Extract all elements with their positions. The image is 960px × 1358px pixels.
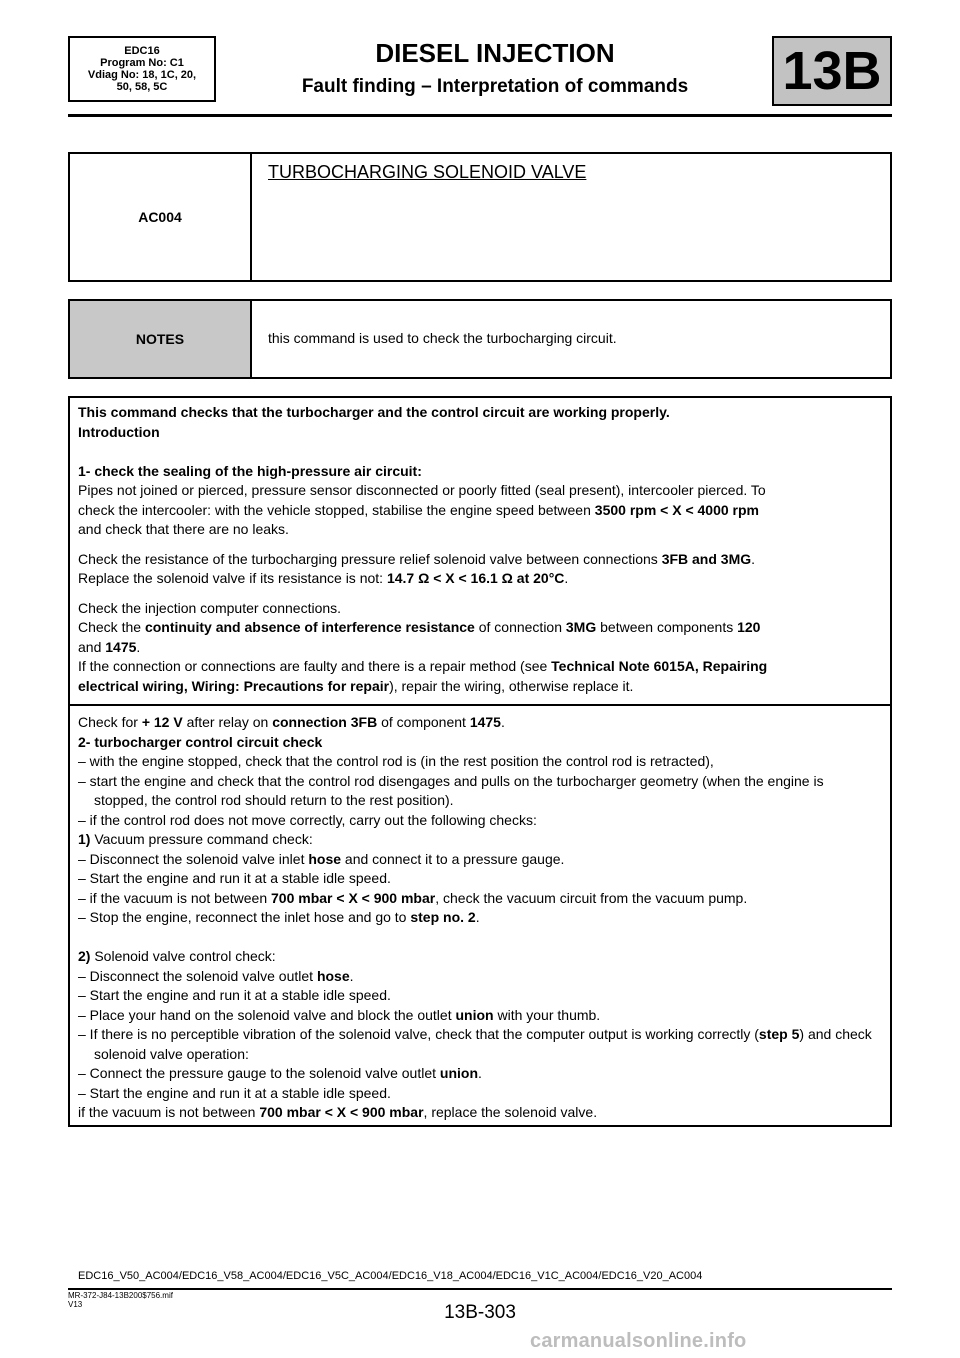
step1-heading: 1- check the sealing of the high-pressure air circuit: xyxy=(78,462,422,479)
command-box-divider xyxy=(250,154,252,280)
solenoid-check-heading: 2) Solenoid valve control check: xyxy=(78,948,276,964)
footer-meta xyxy=(68,1291,173,1309)
list-item: – Disconnect the solenoid valve inlet hose and connect it to a pressure gauge. xyxy=(78,850,565,867)
procedure-part-1 xyxy=(78,403,878,696)
vdiag-label-1: Vdiag No: 18, 1C, 20, xyxy=(87,69,197,81)
notes-label: NOTES xyxy=(70,301,250,377)
procedure-divider xyxy=(70,704,890,706)
watermark: carmanualsonline.info xyxy=(530,1330,747,1352)
final-instruction: if the vacuum is not between 700 mbar < X < 900 mbar, replace the solenoid valve. xyxy=(78,1104,598,1120)
list-item: – Start the engine and run it at a stable idle speed. xyxy=(78,870,391,886)
list-item: – if the control rod does not move correctly, carry out the following checks: xyxy=(78,811,537,828)
list-item: – Stop the engine, reconnect the inlet hose and go to step no. 2. xyxy=(78,909,480,925)
footer-divider xyxy=(68,1288,892,1290)
list-item: – Disconnect the solenoid valve outlet hose. xyxy=(78,967,354,984)
list-item: – If there is no perceptible vibration of the solenoid valve, check that the computer output is working correctly (step 5) and check solenoid valve operation: xyxy=(78,1026,872,1062)
version-label: V13 xyxy=(68,1300,83,1309)
intro-heading: This command checks that the turbocharger and the control circuit are working properly. xyxy=(78,404,670,420)
introduction-label: Introduction xyxy=(78,423,160,440)
vdiag-label-2: 50, 58, 5C xyxy=(116,81,168,93)
repair-instruction-cont: electrical wiring, Wiring: Precautions for repair), repair the wiring, otherwise replace it. xyxy=(78,677,634,694)
command-title: TURBOCHARGING SOLENOID VALVE xyxy=(268,162,587,182)
notes-text: this command is used to check the turbocharging circuit. xyxy=(268,330,617,346)
list-item: – if the vacuum is not between 700 mbar < X < 900 mbar, check the vacuum circuit from the vacuum pump. xyxy=(78,889,748,906)
list-item: – Start the engine and run it at a stable idle speed. xyxy=(78,987,391,1003)
vacuum-check-heading: 1) Vacuum pressure command check: xyxy=(78,831,313,847)
program-label: Program No: C1 xyxy=(100,57,184,69)
model-label: EDC16 xyxy=(124,45,160,57)
list-item: – Start the engine and run it at a stable idle speed. xyxy=(78,1084,391,1101)
step1-text-2: check the intercooler: with the vehicle stopped, stabilise the engine speed between 3500 rpm < X < 4000 rpm xyxy=(78,501,759,518)
page-subtitle: Fault finding – Interpretation of commands xyxy=(301,76,689,97)
footer-codes: EDC16_V50_AC004/EDC16_V58_AC004/EDC16_V5C_AC004/EDC16_V18_AC004/EDC16_V1C_AC004/EDC16_V20_AC004 xyxy=(78,1270,703,1282)
page-title: DIESEL INJECTION xyxy=(375,38,615,68)
notes-box-divider xyxy=(250,301,252,377)
continuity-check: Check the continuity and absence of interference resistance of connection 3MG between components 120 xyxy=(78,619,761,635)
step2-heading: 2- turbocharger control circuit check xyxy=(78,733,323,750)
step1-text-1: Pipes not joined or pierced, pressure sensor disconnected or poorly fitted (seal present), intercooler pierced. To xyxy=(78,482,766,498)
mif-reference: MR-372-J84-13B200$756.mif xyxy=(68,1291,173,1300)
page-number: 13B-303 xyxy=(444,1302,516,1323)
header-divider xyxy=(68,114,892,117)
procedure-part-2 xyxy=(78,713,878,1123)
voltage-check: Check for + 12 V after relay on connection 3FB of component 1475. xyxy=(78,714,505,730)
resistance-check: Check the resistance of the turbocharging pressure relief solenoid valve between connections 3FB and 3MG. xyxy=(78,550,756,567)
command-code: AC004 xyxy=(138,209,182,225)
resistance-spec: Replace the solenoid valve if its resistance is not: 14.7 Ω < X < 16.1 Ω at 20°C. xyxy=(78,570,569,586)
step1-text-3: and check that there are no leaks. xyxy=(78,521,289,537)
list-item: – with the engine stopped, check that the control rod is (in the rest position the control rod is retracted), xyxy=(78,753,714,769)
list-item: – Place your hand on the solenoid valve and block the outlet union with your thumb. xyxy=(78,1006,601,1023)
vehicle-info-box xyxy=(68,36,216,102)
list-item: – start the engine and check that the control rod disengages and pulls on the turbocharger geometry (when the engine is stopped, the control rod should return to the rest position). xyxy=(78,772,824,808)
section-code-badge: 13B xyxy=(772,36,892,106)
list-item: – Connect the pressure gauge to the solenoid valve outlet union. xyxy=(78,1065,482,1081)
repair-instruction: If the connection or connections are faulty and there is a repair method (see Technical Note 6015A, Repairing xyxy=(78,658,768,674)
continuity-check-cont: and 1475. xyxy=(78,638,141,655)
connections-check: Check the injection computer connections. xyxy=(78,599,342,616)
